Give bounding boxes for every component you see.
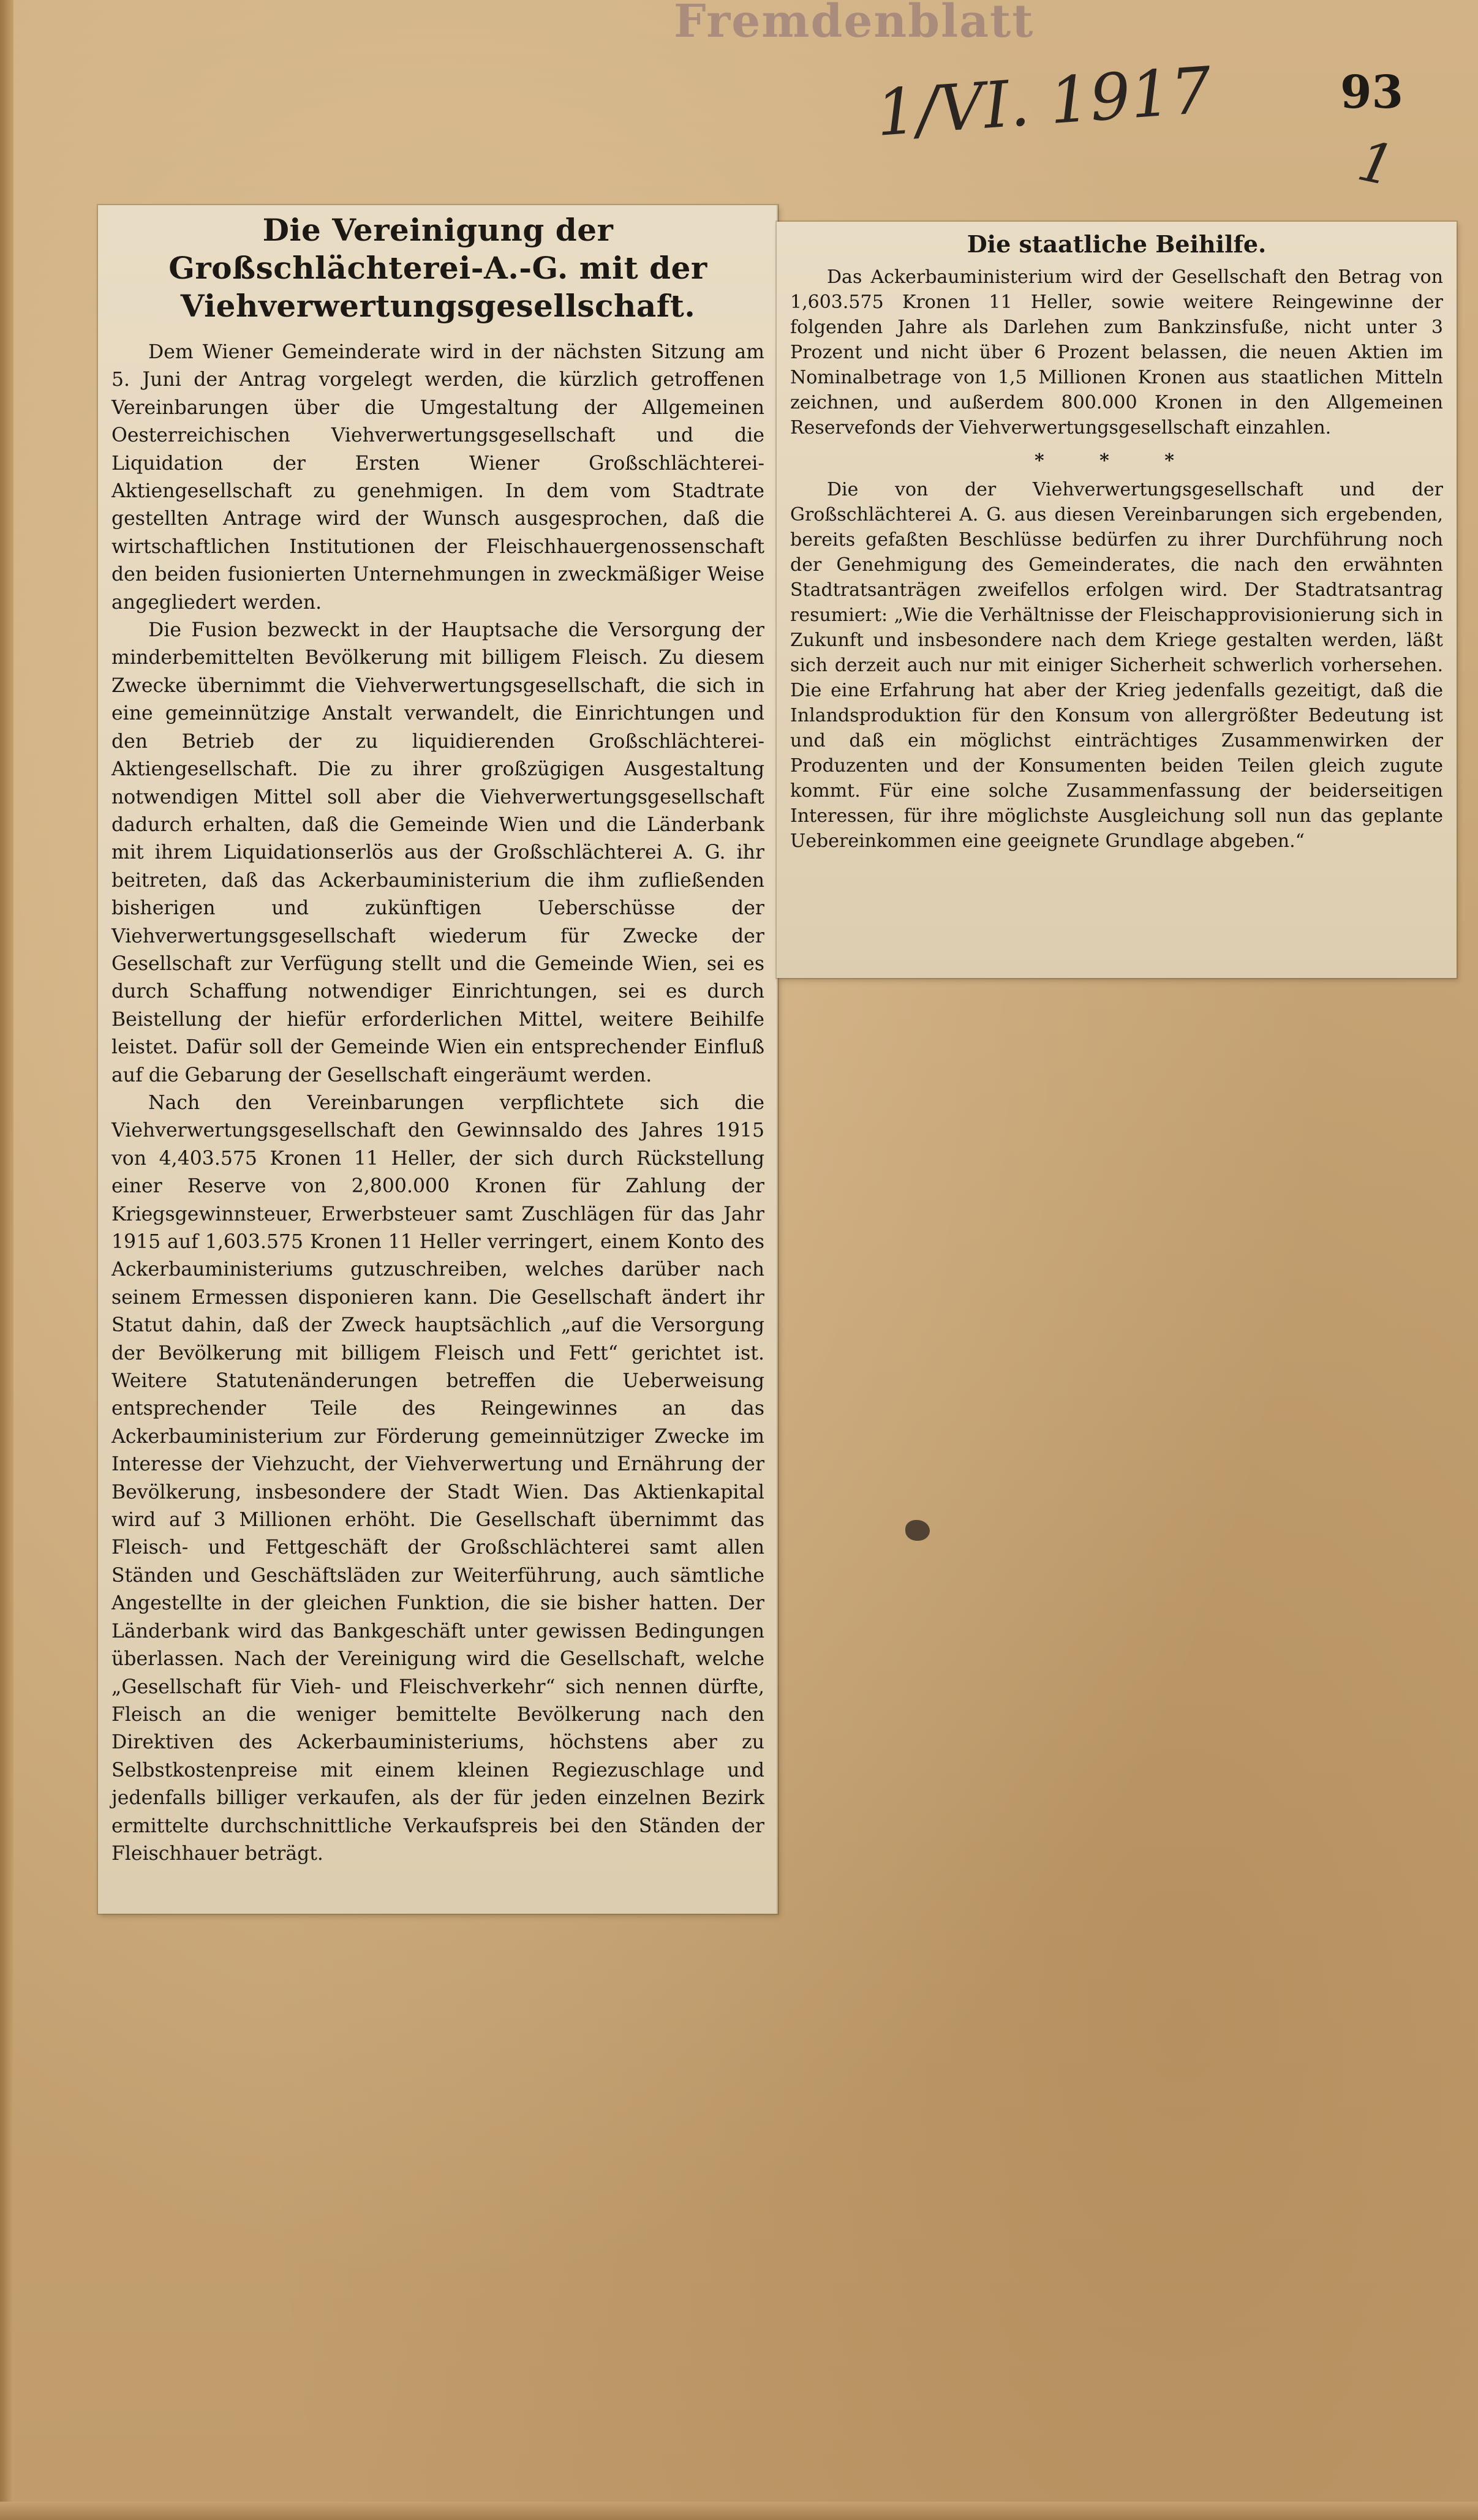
article-paragraph: Die von der Viehverwertungsgesellschaft und der Großschlächterei A. G. aus diesen Vereinbarungen sich ergebenden, bereits gefaßten Beschlüsse bedürfen zu ihrer Durchführung noch der Genehmigung des Gemeinderates, die nach den erwähnten Stadtratsanträgen zweifellos erfolgen wird. Der Stadtratsantrag resumiert: „Wie die Verhältnisse der Fleischapprovisionierung sich in Zukunft und insbesondere nach dem Kriege gestalten werden, läßt sich derzeit auch nur mit einiger Sicherheit schwerlich vorhersehen. Die eine Erfahrung hat aber der Krieg jedenfalls gezeitigt, daß die Inlandsproduktion für den Konsum von allergrößter Bedeutung ist und daß ein möglichst einträchtiges Zusammenwirken der Produzenten und der Konsumenten beiden Teilen gleich zugute kommt. Für eine solche Zusammenfassung der beiderseitigen Interessen, für ihre möglichste Ausgleichung soll nun das geplante Uebereinkommen eine geeignete Grundlage abgeben.“	[790, 479, 1443, 852]
ink-blot	[905, 1520, 930, 1541]
clipping-left-column	[98, 205, 778, 1914]
newspaper-source-stamp: Fremdenblatt	[674, 0, 1035, 48]
article-paragraph: Die Fusion bezweckt in der Hauptsache die Versorgung der minderbemittelten Bevölkerung mit billigem Fleisch. Zu diesem Zwecke übernimmt die Viehverwertungsgesellschaft, die sich in eine gemeinnützige Anstalt verwandelt, die Einrichtungen und den Betrieb der zu liquidierenden Großschlächterei-Aktiengesellschaft. Die zu ihrer großzügigen Ausgestaltung notwendigen Mittel soll aber die Viehverwertungsgesellschaft dadurch erhalten, daß die Gemeinde Wien und die Länderbank mit ihrem Liquidationserlös aus der Großschlächterei A. G. ihr beitreten, daß das Ackerbauministerium die ihm zufließenden bisherigen und zukünftigen Ueberschüsse der Viehverwertungsgesellschaft wiederum für Zwecke der Gesellschaft zur Verfügung stellt und die Gemeinde Wien, sei es durch Schaffung notwendiger Einrichtungen, sei es durch Beistellung der hiefür erforderlichen Mittel, weitere Beihilfe leistet. Dafür soll der Gemeinde Wien ein entsprechender Einfluß auf die Gebarung der Gesellschaft eingeräumt werden.	[111, 619, 764, 1086]
section-separator: * * *	[1035, 450, 1199, 472]
paper-edge-left	[0, 0, 13, 2520]
article-paragraph: Nach den Vereinbarungen verpflichtete sich die Viehverwertungsgesellschaft den Gewinnsaldo des Jahres 1915 von 4,403.575 Kronen 11 Heller, der sich durch Rückstellung einer Reserve von 2,800.000 Kronen für Zahlung der Kriegsgewinnsteuer, Erwerbsteuer samt Zuschlägen für das Jahr 1915 auf 1,603.575 Kronen 11 Heller verringert, einem Konto des Ackerbauministeriums gutzuschreiben, welches darüber nach seinem Ermessen disponieren kann. Die Gesellschaft ändert ihr Statut dahin, daß der Zweck hauptsächlich „auf die Versorgung der Bevölkerung mit billigem Fleisch und Fett“ gerichtet ist. Weitere Statutenänderungen betreffen die Ueberweisung entsprechender Teile des Reingewinnes an das Ackerbauministerium zur Förderung gemeinnütziger Zwecke im Interesse der Viehzucht, der Viehverwertung und Ernährung der Bevölkerung, insbesondere der Stadt Wien. Das Aktienkapital wird auf 3 Millionen erhöht. Die Gesellschaft übernimmt das Fleisch- und Fettgeschäft der Großschlächterei samt allen Ständen und Geschäftsläden zur Weiterführung, auch sämtliche Angestellte in der gleichen Funktion, die sie bisher hatten. Der Länderbank wird das Bankgeschäft unter gewissen Bedingungen überlassen. Nach der Vereinigung wird die Gesellschaft, welche „Gesellschaft für Vieh- und Fleischverkehr“ sich nennen dürfte, Fleisch an die weniger bemittelte Bevölkerung nach den Direktiven des Ackerbauministeriums, höchstens aber zu Selbstkostenpreise mit einem kleinen Regiezuschlage und jedenfalls billiger verkaufen, als der für jeden einzelnen Bezirk ermittelte durchschnittliche Verkaufspreis bei den Ständen der Fleischhauer beträgt.	[111, 1091, 764, 1865]
article-paragraph: Das Ackerbauministerium wird der Gesellschaft den Betrag von 1,603.575 Kronen 11 Heller, sowie weitere Reingewinne der folgenden Jahre als Darlehen zum Bankzinsfuße, nicht unter 3 Prozent und nicht über 6 Prozent belassen, die neuen Aktien im Nominalbetrage von 1,5 Millionen Kronen aus staatlichen Mitteln zeichnen, und außerdem 800.000 Kronen in den Allgemeinen Reservefonds der Viehverwertungsgesellschaft einzahlen.	[790, 266, 1443, 438]
paper-edge-bottom	[0, 2502, 1478, 2520]
handwritten-date: 1/VI. 1917	[873, 53, 1214, 151]
page-number: 93	[1340, 66, 1403, 119]
clipping-right-column	[777, 222, 1457, 978]
handwritten-note: 1	[1352, 129, 1400, 199]
article-headline: Die Vereinigung der Großschlächterei-A.-G. mit der Viehverwertungsgesellschaft.	[168, 212, 707, 324]
article-paragraph: Dem Wiener Gemeinderate wird in der nächsten Sitzung am 5. Juni der Antrag vorgelegt werden, die kürzlich getroffenen Vereinbarungen über die Umgestaltung der Allgemeinen Oesterreichischen Viehverwertungsgesellschaft und die Liquidation der Ersten Wiener Großschlächterei-Aktiengesellschaft zu genehmigen. In dem vom Stadtrate gestellten Antrage wird der Wunsch ausgesprochen, daß die wirtschaftlichen Institutionen der Fleischhauergenossenschaft den beiden fusionierten Unternehmungen in zweckmäßiger Weise angegliedert werden.	[111, 341, 764, 614]
section-subheading: Die staatliche Beihilfe.	[967, 230, 1267, 258]
